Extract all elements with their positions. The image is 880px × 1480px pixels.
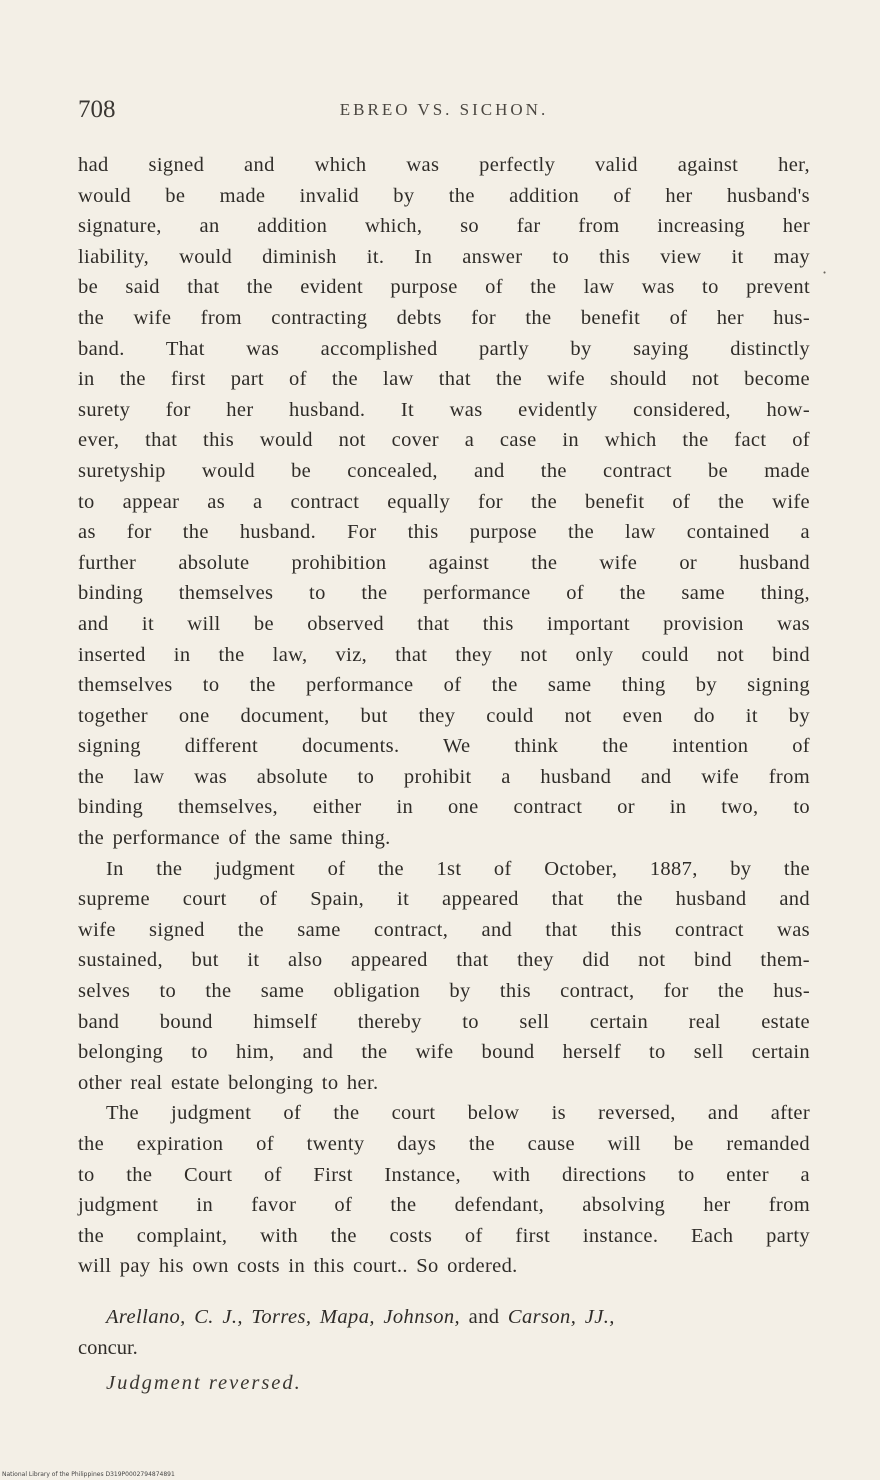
- text-line: the expiration of twenty days the cause will be remanded: [78, 1133, 810, 1155]
- text-line: liability, would diminish it. In answer to this view it may: [78, 245, 810, 268]
- page-header: [78, 96, 810, 126]
- text-line: ever, that this would not cover a case in which the fact of: [78, 429, 810, 452]
- body-text: [78, 150, 810, 1282]
- text-line: supreme court of Spain, it appeared that the husband and: [78, 888, 810, 911]
- text-line: selves to the same obligation by this contract, for the hus-: [78, 980, 810, 1003]
- text-line: signing different documents. We think the intention of: [78, 735, 810, 758]
- running-title: EBREO VS. SICHON.: [339, 100, 549, 119]
- text-line: judgment in favor of the defendant, absolving her from: [78, 1194, 810, 1217]
- text-line: to appear as a contract equally for the benefit of the wife: [78, 490, 810, 513]
- text-line: binding themselves to the performance of the same thing,: [78, 582, 810, 605]
- margin-mark: ·: [822, 263, 828, 282]
- concurrence: [78, 1302, 810, 1363]
- text-line: belonging to him, and the wife bound herself to sell certain: [78, 1041, 810, 1064]
- text-line: the law was absolute to prohibit a husband and wife from: [78, 765, 810, 788]
- text-line: the performance of the same thing.: [78, 827, 391, 850]
- text-line: to the Court of First Instance, with directions to enter a: [78, 1163, 810, 1186]
- text-line: themselves to the performance of the same thing by signing: [78, 674, 810, 697]
- concurring-justice-last: Carson, JJ.,: [507, 1306, 615, 1328]
- concurrence-and: and: [468, 1306, 500, 1328]
- text-line: as for the husband. For this purpose the law contained a: [78, 521, 810, 544]
- text-line: wife signed the same contract, and that this contract was: [78, 918, 810, 941]
- text-line: would be made invalid by the addition of her husband's: [78, 184, 810, 207]
- judgment-result: Judgment reversed.: [106, 1372, 302, 1394]
- text-line: in the first part of the law that the wife should not become: [78, 368, 810, 391]
- page-number: 708: [78, 96, 116, 123]
- text-line: and it will be observed that this important provision was: [78, 612, 810, 635]
- text-line: inserted in the law, viz, that they not only could not bind: [78, 643, 810, 666]
- text-line: band. That was accomplished partly by saying distinctly: [78, 337, 810, 360]
- text-line: In the judgment of the 1st of October, 1887, by the: [106, 857, 810, 880]
- concurrence-verb: concur.: [78, 1336, 138, 1359]
- text-line: sustained, but it also appeared that they did not bind them-: [78, 949, 810, 972]
- text-line: signature, an addition which, so far from increasing her: [78, 215, 810, 238]
- text-line: other real estate belonging to her.: [78, 1071, 379, 1094]
- text-line: further absolute prohibition against the wife or husband: [78, 551, 810, 574]
- text-line: the wife from contracting debts for the benefit of her hus-: [78, 306, 810, 329]
- text-line: The judgment of the court below is reversed, and after: [106, 1102, 810, 1125]
- text-line: had signed and which was perfectly valid against her,: [78, 154, 810, 176]
- text-line: binding themselves, either in one contract or in two, to: [78, 796, 810, 819]
- text-line: surety for her husband. It was evidently considered, how-: [78, 398, 810, 421]
- text-line: the complaint, with the costs of first instance. Each party: [78, 1224, 810, 1247]
- text-line: together one document, but they could not even do it by: [78, 704, 810, 727]
- text-line: band bound himself thereby to sell certain real estate: [78, 1010, 810, 1033]
- concurring-justices: Arellano, C. J., Torres, Mapa, Johnson,: [106, 1306, 461, 1328]
- text-line: be said that the evident purpose of the law was to prevent: [78, 276, 810, 299]
- text-line: will pay his own costs in this court.. So ordered.: [78, 1255, 518, 1278]
- text-line: suretyship would be concealed, and the contract be made: [78, 459, 810, 482]
- scan-footer: National Library of the Philippines D319P0002794874891: [2, 1471, 175, 1478]
